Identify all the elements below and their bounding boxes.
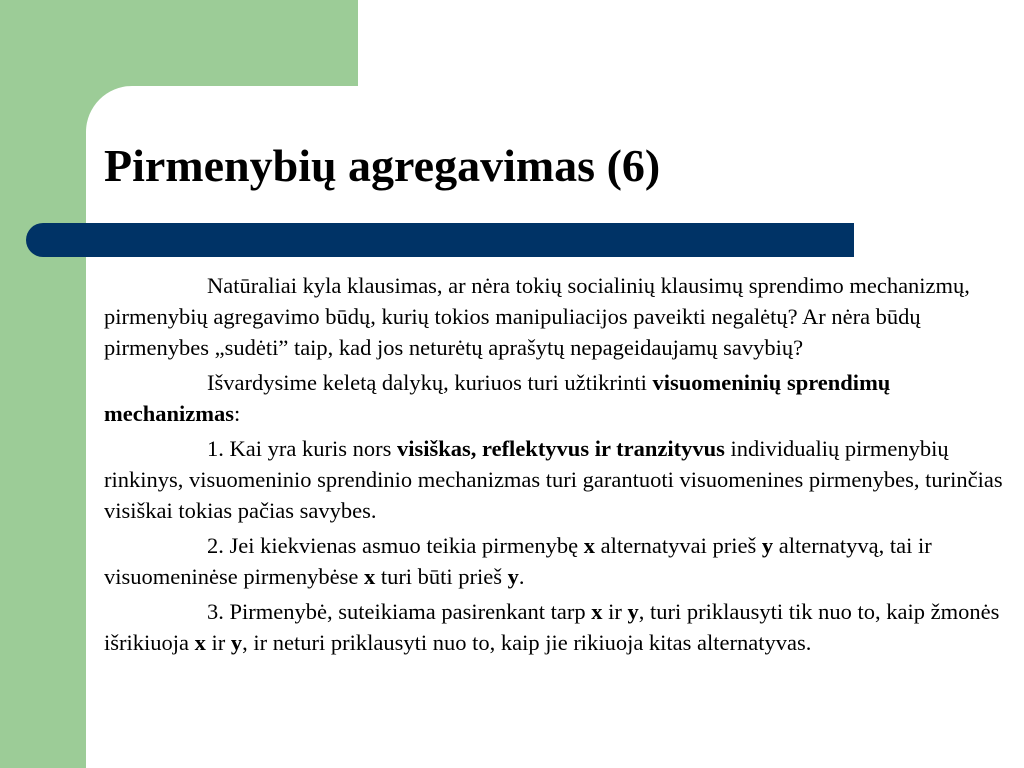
paragraph-condition-1	[104, 433, 1014, 526]
text-run: , turi priklausyti tik nuo to, kaip žmonės išrikiuoja	[104, 599, 1000, 655]
bold-term: visiškas, reflektyvus ir tranzityvus	[396, 436, 725, 461]
bold-variable: y	[230, 630, 243, 655]
text-run: ir	[205, 630, 231, 655]
slide-title: Pirmenybių agregavimas (6)	[104, 140, 661, 191]
text-run: turi būti prieš	[375, 564, 508, 589]
bold-variable: y	[627, 599, 639, 624]
text-run: ir	[602, 599, 628, 624]
slide-body	[104, 270, 1014, 662]
text-run: :	[233, 401, 241, 426]
bold-variable: x	[591, 599, 603, 624]
bold-variable: x	[363, 564, 376, 589]
bold-variable: y	[761, 533, 774, 558]
text-run: alternatyvai prieš	[595, 533, 762, 558]
text-run: Išvardysime keletą dalykų, kuriuos turi užtikrinti	[207, 370, 653, 395]
bold-term: visuomeninių sprendimų mechanizmas	[104, 370, 891, 426]
text-run: 1. Kai yra kuris nors	[207, 436, 397, 461]
text-run: .	[518, 564, 525, 589]
text-run: , ir neturi priklausyti nuo to, kaip jie rikiuoja kitas alternatyvas.	[242, 630, 812, 655]
bold-variable: x	[194, 630, 206, 655]
paragraph-question	[104, 270, 1014, 363]
text-run: 2. Jei kiekvienas asmuo teikia pirmenybę	[207, 533, 584, 558]
text-run: individualių pirmenybių rinkinys, visuomeninio sprendinio mechanizmas turi garantuoti visuomenines pirmenybes, turinčias visiškai tokias pačias savybes.	[104, 436, 1003, 523]
paragraph-intro	[104, 367, 1014, 429]
text-run: alternatyvą, tai ir visuomeninėse pirmenybėse	[104, 533, 932, 589]
text-run: 3. Pirmenybė, suteikiama pasirenkant tarp	[207, 599, 592, 624]
bold-variable: x	[583, 533, 596, 558]
bold-variable: y	[507, 564, 519, 589]
paragraph-condition-3	[104, 596, 1014, 658]
title-underline-bar	[26, 223, 854, 257]
text-run: Natūraliai kyla klausimas, ar nėra tokių socialinių klausimų sprendimo mechanizmų, pirmenybių agregavimo būdų, kurių tokios manipuliacijos paveikti negalėtų? Ar nėra būdų pirmenybes „sudėti” taip, kad jos neturėtų aprašytų nepageidaujamų savybių?	[104, 273, 970, 360]
paragraph-condition-2	[104, 530, 1014, 592]
